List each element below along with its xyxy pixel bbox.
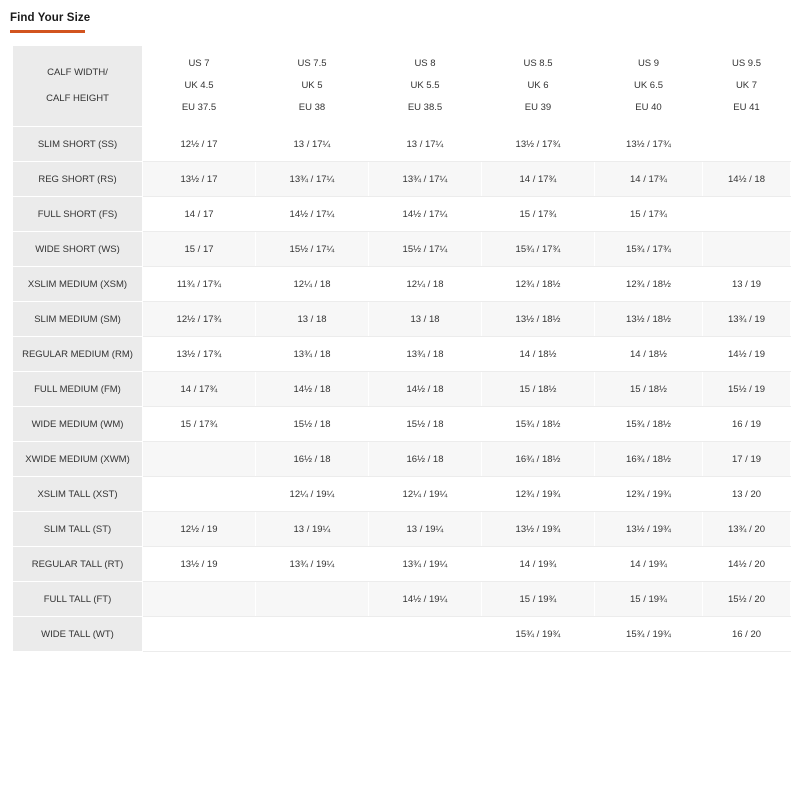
table-cell: 13½ / 18½ [482, 302, 595, 337]
table-cell: 15¾ / 17¾ [595, 232, 703, 267]
table-cell: 13¾ / 18 [256, 337, 369, 372]
size-header-line: EU 38.5 [407, 102, 443, 113]
table-cell: 14½ / 18 [703, 162, 791, 197]
table-cell: 14½ / 17¼ [369, 197, 482, 232]
size-chart-table [12, 45, 791, 652]
table-cell: 13 / 19¼ [256, 512, 369, 547]
size-column-header [369, 46, 482, 127]
table-cell: 14 / 17¾ [595, 162, 703, 197]
table-cell: 13¾ / 17¼ [256, 162, 369, 197]
table-cell: 13½ / 17¾ [595, 127, 703, 162]
size-header-line: US 8 [414, 58, 436, 69]
table-cell: 12½ / 19 [143, 512, 256, 547]
size-header-line: UK 5.5 [410, 80, 440, 91]
table-cell: 13¾ / 19¼ [369, 547, 482, 582]
corner-header-line: CALF HEIGHT [46, 93, 109, 104]
row-label: WIDE MEDIUM (WM) [13, 407, 143, 442]
table-cell: 14½ / 17¼ [256, 197, 369, 232]
size-header-line: US 9 [637, 58, 660, 69]
table-cell [256, 582, 369, 617]
table-cell: 13¾ / 17¼ [369, 162, 482, 197]
table-cell: 16½ / 18 [256, 442, 369, 477]
table-cell [703, 127, 791, 162]
table-cell: 12¼ / 19¼ [369, 477, 482, 512]
table-cell: 13½ / 19¾ [595, 512, 703, 547]
table-cell: 15 / 17¾ [482, 197, 595, 232]
table-cell: 13 / 19 [703, 267, 791, 302]
table-cell: 13½ / 19 [143, 547, 256, 582]
table-cell: 15½ / 20 [703, 582, 791, 617]
table-cell: 11¾ / 17¾ [143, 267, 256, 302]
table-cell: 13½ / 18½ [595, 302, 703, 337]
table-row [13, 337, 791, 372]
table-cell: 15½ / 18 [256, 407, 369, 442]
row-label: SLIM SHORT (SS) [13, 127, 143, 162]
table-cell: 14 / 17¾ [482, 162, 595, 197]
row-label: FULL MEDIUM (FM) [13, 372, 143, 407]
table-cell: 15 / 18½ [595, 372, 703, 407]
table-cell: 15¾ / 17¾ [482, 232, 595, 267]
table-row [13, 407, 791, 442]
table-cell: 14½ / 19¼ [369, 582, 482, 617]
table-row [13, 617, 791, 652]
table-cell: 13 / 17¼ [256, 127, 369, 162]
table-row [13, 302, 791, 337]
table-cell [703, 232, 791, 267]
table-cell: 13¾ / 19¼ [256, 547, 369, 582]
size-header-line: US 8.5 [523, 58, 553, 69]
table-cell: 13½ / 19¾ [482, 512, 595, 547]
size-header-line: EU 37.5 [181, 102, 217, 113]
size-header-line: EU 41 [733, 102, 760, 113]
table-cell: 14½ / 18 [256, 372, 369, 407]
table-cell: 16 / 20 [703, 617, 791, 652]
table-row [13, 127, 791, 162]
table-cell: 16 / 19 [703, 407, 791, 442]
table-cell: 15 / 17¾ [595, 197, 703, 232]
table-cell [256, 617, 369, 652]
table-cell: 15 / 17 [143, 232, 256, 267]
table-row [13, 162, 791, 197]
table-cell: 12¾ / 18½ [595, 267, 703, 302]
table-cell: 16¾ / 18½ [595, 442, 703, 477]
table-cell: 12½ / 17¾ [143, 302, 256, 337]
row-label: REGULAR TALL (RT) [13, 547, 143, 582]
table-cell [143, 582, 256, 617]
size-header-line: UK 7 [735, 80, 758, 91]
row-label: SLIM TALL (ST) [13, 512, 143, 547]
size-column-header [143, 46, 256, 127]
table-cell: 15 / 19¾ [482, 582, 595, 617]
table-cell: 15½ / 18 [369, 407, 482, 442]
table-body [13, 127, 791, 652]
table-cell: 14 / 19¾ [595, 547, 703, 582]
table-cell: 14 / 18½ [595, 337, 703, 372]
table-cell: 12¾ / 19¾ [595, 477, 703, 512]
table-cell: 15 / 19¾ [595, 582, 703, 617]
table-cell: 15¾ / 19¾ [595, 617, 703, 652]
table-cell: 13 / 18 [256, 302, 369, 337]
table-cell: 13¾ / 19 [703, 302, 791, 337]
table-cell: 12¼ / 18 [369, 267, 482, 302]
table-row [13, 512, 791, 547]
corner-header-line: CALF WIDTH/ [47, 67, 108, 78]
table-row [13, 197, 791, 232]
size-column-header [703, 46, 791, 127]
table-cell: 16¾ / 18½ [482, 442, 595, 477]
size-header-line: EU 39 [524, 102, 552, 113]
table-cell: 14 / 18½ [482, 337, 595, 372]
table-cell: 15¾ / 18½ [482, 407, 595, 442]
row-label: XWIDE MEDIUM (XWM) [13, 442, 143, 477]
table-cell: 14½ / 19 [703, 337, 791, 372]
active-tab-underline [10, 30, 85, 33]
table-cell: 16½ / 18 [369, 442, 482, 477]
table-cell: 15 / 18½ [482, 372, 595, 407]
table-cell: 17 / 19 [703, 442, 791, 477]
table-cell: 13 / 20 [703, 477, 791, 512]
table-row [13, 372, 791, 407]
size-header-line: US 7 [188, 58, 210, 69]
table-cell: 12¾ / 18½ [482, 267, 595, 302]
table-cell: 12½ / 17 [143, 127, 256, 162]
table-cell: 13 / 17¼ [369, 127, 482, 162]
corner-header [13, 46, 143, 127]
table-cell [143, 477, 256, 512]
table-cell: 13½ / 17¾ [482, 127, 595, 162]
table-row [13, 477, 791, 512]
row-label: XSLIM MEDIUM (XSM) [13, 267, 143, 302]
row-label: XSLIM TALL (XST) [13, 477, 143, 512]
size-header-line: EU 38 [298, 102, 326, 113]
table-cell [143, 442, 256, 477]
table-cell [703, 197, 791, 232]
table-cell: 13¾ / 20 [703, 512, 791, 547]
table-cell: 14½ / 18 [369, 372, 482, 407]
table-cell: 13½ / 17¾ [143, 337, 256, 372]
row-label: WIDE SHORT (WS) [13, 232, 143, 267]
find-your-size-tab[interactable] [10, 12, 90, 33]
size-column-header [256, 46, 369, 127]
table-cell [369, 617, 482, 652]
table-row [13, 582, 791, 617]
table-cell: 15 / 17¾ [143, 407, 256, 442]
table-cell: 14 / 19¾ [482, 547, 595, 582]
table-cell: 14 / 17 [143, 197, 256, 232]
row-label: REGULAR MEDIUM (RM) [13, 337, 143, 372]
table-cell: 15¾ / 19¾ [482, 617, 595, 652]
table-cell: 13 / 19¼ [369, 512, 482, 547]
size-header-line: US 9.5 [731, 58, 762, 69]
size-header-line: EU 40 [635, 102, 662, 113]
table-header-row [13, 46, 791, 127]
table-cell: 15½ / 17¼ [256, 232, 369, 267]
table-cell: 14½ / 20 [703, 547, 791, 582]
row-label: REG SHORT (RS) [13, 162, 143, 197]
size-column-header [482, 46, 595, 127]
table-cell: 15¾ / 18½ [595, 407, 703, 442]
table-cell: 12¼ / 18 [256, 267, 369, 302]
row-label: WIDE TALL (WT) [13, 617, 143, 652]
size-header-line: UK 6 [527, 80, 549, 91]
table-cell: 13 / 18 [369, 302, 482, 337]
row-label: FULL SHORT (FS) [13, 197, 143, 232]
table-row [13, 442, 791, 477]
size-header-line: US 7.5 [297, 58, 327, 69]
row-label: SLIM MEDIUM (SM) [13, 302, 143, 337]
table-cell: 15½ / 17¼ [369, 232, 482, 267]
row-label: FULL TALL (FT) [13, 582, 143, 617]
table-cell: 14 / 17¾ [143, 372, 256, 407]
table-row [13, 547, 791, 582]
table-cell [143, 617, 256, 652]
table-cell: 12¼ / 19¼ [256, 477, 369, 512]
size-header-line: UK 6.5 [633, 80, 664, 91]
size-header-line: UK 5 [301, 80, 323, 91]
table-cell: 12¾ / 19¾ [482, 477, 595, 512]
table-row [13, 267, 791, 302]
table-cell: 13½ / 17 [143, 162, 256, 197]
table-cell: 15½ / 19 [703, 372, 791, 407]
table-row [13, 232, 791, 267]
size-column-header [595, 46, 703, 127]
table-cell: 13¾ / 18 [369, 337, 482, 372]
page-title: Find Your Size [10, 12, 91, 24]
size-header-line: UK 4.5 [184, 80, 214, 91]
